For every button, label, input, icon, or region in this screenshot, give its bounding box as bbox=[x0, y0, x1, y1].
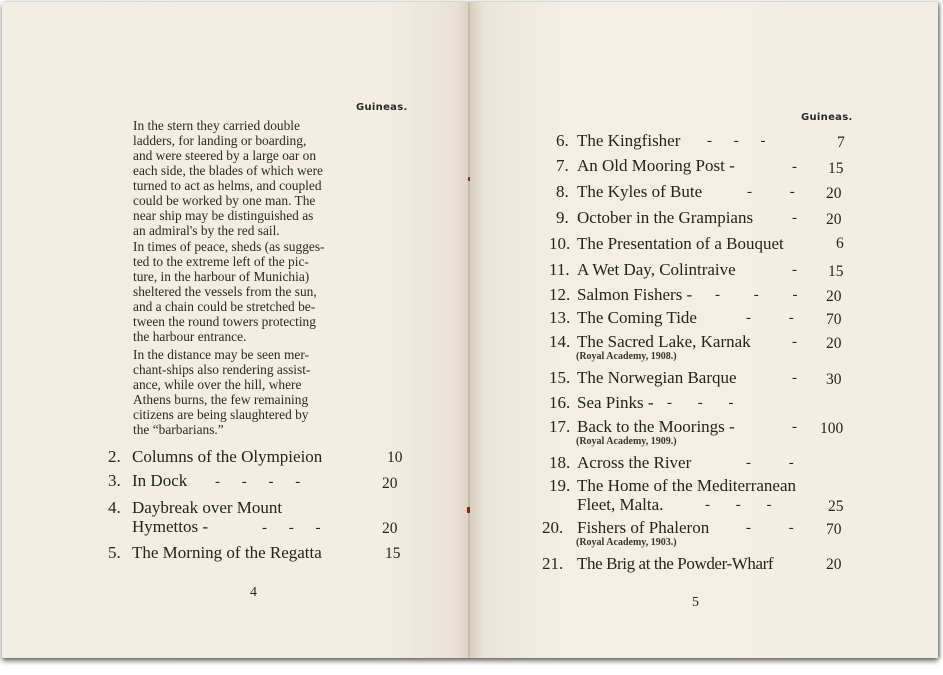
text-line: each side, the blades of which were bbox=[133, 163, 323, 178]
text-line: ance, while over the hill, where bbox=[133, 377, 302, 392]
entry-number: 20. bbox=[542, 518, 564, 537]
entry-number: 18. bbox=[549, 453, 571, 472]
entry-note: (Royal Academy, 1903.) bbox=[576, 537, 677, 548]
entry-number: 16. bbox=[549, 393, 571, 412]
entry-title: The Kingfisher bbox=[577, 131, 681, 150]
text-line: ture, in the harbour of Munichia) bbox=[133, 269, 310, 284]
entry-number: 12. bbox=[549, 285, 571, 304]
entry-number: 6. bbox=[556, 131, 569, 150]
entry-price: 20 bbox=[382, 520, 398, 537]
entry-price: 15 bbox=[828, 160, 844, 177]
entry-dashes: - bbox=[792, 210, 797, 226]
page-number: 5 bbox=[692, 595, 699, 610]
text-line: tween the round towers protecting bbox=[133, 314, 316, 329]
entry-price: 6 bbox=[836, 235, 844, 252]
text-line: and were steered by a large oar on bbox=[133, 148, 317, 163]
text-line: ted to the extreme left of the pic- bbox=[133, 254, 309, 269]
text-line: Athens burns, the few remaining bbox=[133, 392, 309, 407]
guineas-header: Guineas. bbox=[801, 112, 853, 123]
entry-dashes: - - - bbox=[715, 287, 798, 303]
entry-price: 70 bbox=[826, 521, 842, 538]
entry-price: 70 bbox=[826, 311, 842, 328]
entry-dashes: - - bbox=[746, 310, 794, 326]
entry-dashes: - - bbox=[747, 184, 795, 200]
entry-price: 20 bbox=[826, 288, 842, 305]
text-line: and a chain could be stretched be- bbox=[133, 299, 316, 314]
entry-dashes: - - - bbox=[262, 520, 321, 536]
page-number: 4 bbox=[250, 585, 257, 600]
entry-dashes: - bbox=[792, 419, 797, 435]
entry-number: 17. bbox=[549, 417, 571, 436]
text-line: could be worked by one man. The bbox=[133, 193, 316, 208]
entry-dashes: - - bbox=[746, 520, 794, 536]
text-line: near ship may be distinguished as bbox=[133, 208, 314, 223]
entry-number: 19. bbox=[549, 476, 571, 495]
entry-title-line2: Fleet, Malta. bbox=[577, 495, 664, 514]
entry-price: 20 bbox=[382, 475, 398, 492]
text-line: the “barbarians.” bbox=[133, 422, 224, 437]
guineas-header: Guineas. bbox=[356, 102, 408, 113]
entry-title: The Brig at the Powder-Wharf bbox=[577, 554, 774, 573]
text-line: sheltered the vessels from the sun, bbox=[133, 284, 317, 299]
entry-title: Salmon Fishers - bbox=[577, 285, 693, 304]
text-line: turned to act as helms, and coupled bbox=[133, 178, 322, 193]
entry-title: Daybreak over Mount bbox=[132, 498, 283, 517]
entry-price: 20 bbox=[826, 185, 842, 202]
entry-dashes: - bbox=[792, 370, 797, 386]
entry-price: 15 bbox=[828, 263, 844, 280]
entry-number: 7. bbox=[556, 156, 569, 175]
entry-title: An Old Mooring Post - bbox=[577, 156, 735, 175]
entry-title: Sea Pinks - bbox=[577, 393, 654, 412]
entry-dashes: - - - bbox=[707, 133, 766, 149]
text-line: In times of peace, sheds (as sugges- bbox=[133, 239, 325, 254]
entry-title-line2: Hymettos - bbox=[132, 517, 209, 536]
entry-dashes: - - bbox=[746, 455, 794, 471]
entry-title: The Home of the Mediterranean bbox=[577, 476, 797, 495]
entry-title: The Sacred Lake, Karnak bbox=[577, 332, 751, 351]
text-line: In the stern they carried double bbox=[133, 118, 300, 133]
entry-price: 15 bbox=[385, 545, 401, 562]
entry-number: 14. bbox=[549, 332, 571, 351]
entry-note: (Royal Academy, 1909.) bbox=[576, 436, 677, 447]
entry-title: A Wet Day, Colintraive bbox=[577, 260, 736, 279]
entry-dashes: - - - - bbox=[215, 474, 301, 490]
left-page bbox=[2, 2, 470, 658]
text-line: the harbour entrance. bbox=[133, 329, 247, 344]
entry-title: The Norwegian Barque bbox=[577, 368, 737, 387]
entry-title: The Coming Tide bbox=[577, 308, 697, 327]
entry-price: 20 bbox=[826, 211, 842, 228]
entry-number: 2. bbox=[108, 447, 121, 466]
text-line: chant-ships also rendering assist- bbox=[133, 362, 311, 377]
entry-title: Back to the Moorings - bbox=[577, 417, 735, 436]
entry-price: 20 bbox=[826, 556, 842, 573]
entry-price: 10 bbox=[387, 449, 403, 466]
entry-title: Fishers of Phaleron bbox=[577, 518, 710, 537]
text-line: an admiral's by the red sail. bbox=[133, 223, 280, 238]
entry-dashes: - - - bbox=[705, 497, 772, 513]
entry-dashes: - - - bbox=[667, 395, 734, 411]
entry-title: The Kyles of Bute bbox=[577, 182, 703, 201]
text-line: ladders, for landing or boarding, bbox=[133, 133, 307, 148]
entry-price: 100 bbox=[820, 420, 844, 437]
right-page bbox=[470, 2, 938, 658]
entry-note: (Royal Academy, 1908.) bbox=[576, 351, 677, 362]
entry-title: October in the Grampians bbox=[577, 208, 754, 227]
entry-number: 15. bbox=[549, 368, 571, 387]
entry-price: 7 bbox=[837, 134, 845, 151]
entry-price: 30 bbox=[826, 371, 842, 388]
book-spread bbox=[2, 2, 938, 658]
entry-title: Columns of the Olympieion bbox=[132, 447, 323, 466]
entry-number: 5. bbox=[108, 543, 121, 562]
entry-price: 20 bbox=[826, 335, 842, 352]
entry-title: The Morning of the Regatta bbox=[132, 543, 322, 562]
text-line: In the distance may be seen mer- bbox=[133, 347, 309, 362]
entry-number: 10. bbox=[549, 234, 571, 253]
entry-number: 11. bbox=[549, 260, 570, 279]
entry-number: 9. bbox=[556, 208, 569, 227]
entry-dashes: - bbox=[792, 159, 797, 175]
entry-number: 13. bbox=[549, 308, 571, 327]
entry-number: 8. bbox=[556, 182, 569, 201]
entry-price: 25 bbox=[828, 498, 844, 515]
entry-title: In Dock bbox=[132, 471, 188, 490]
entry-number: 3. bbox=[108, 471, 121, 490]
entry-title: Across the River bbox=[577, 453, 692, 472]
text-line: citizens are being slaughtered by bbox=[133, 407, 309, 422]
entry-dashes: - bbox=[792, 334, 797, 350]
entry-number: 21. bbox=[542, 554, 564, 573]
entry-number: 4. bbox=[108, 498, 121, 517]
entry-dashes: - bbox=[792, 262, 797, 278]
entry-title: The Presentation of a Bouquet bbox=[577, 234, 784, 253]
